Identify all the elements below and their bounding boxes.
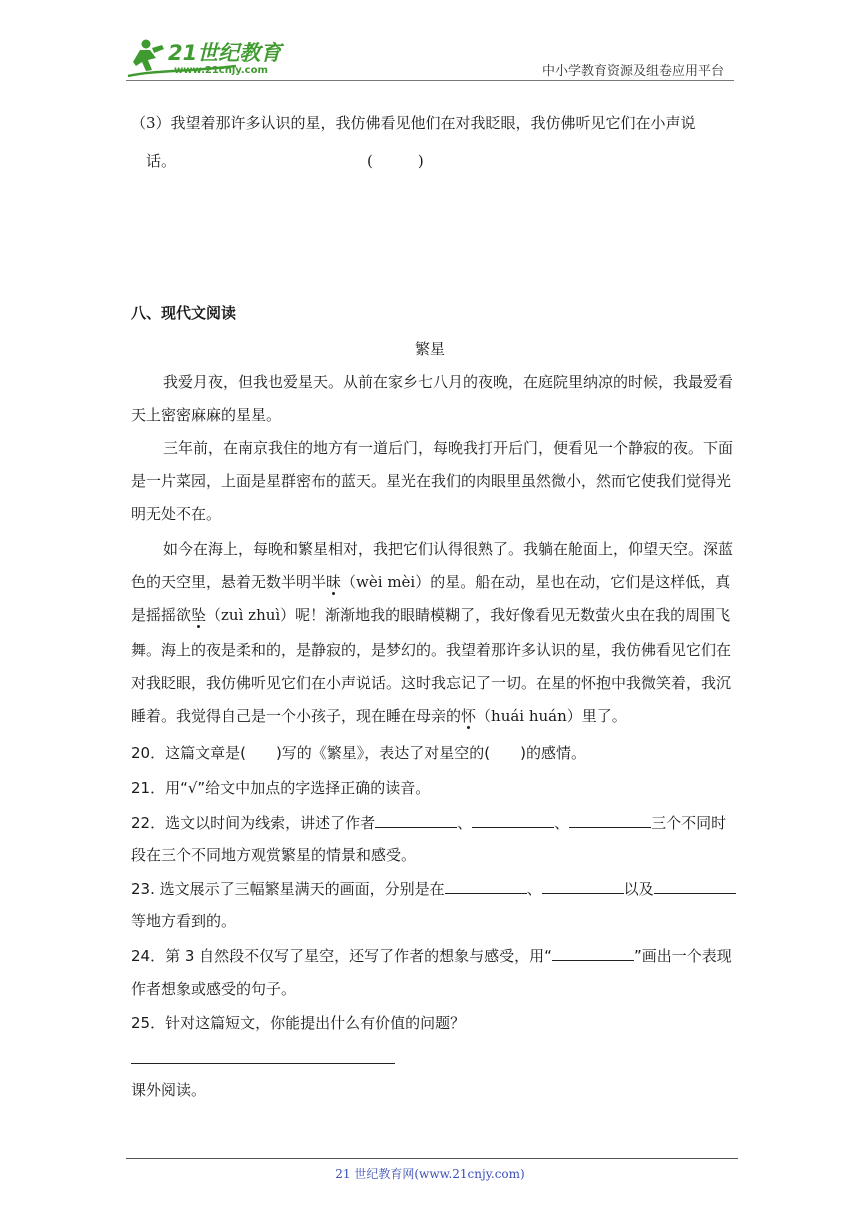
q3-line1: （3）我望着那许多认识的星，我仿佛看见他们在对我眨眼，我仿佛听见它们在小声说 [131,114,696,132]
q24-text-b: ”画出一个表现 [633,947,732,965]
q22-sep1: 、 [457,814,473,832]
q23-sep: 、 [526,880,542,898]
p3-line6-b: （huái huán）里了。 [476,707,627,725]
question-21: 21．用“√”给文中加点的字选择正确的读音。 [131,779,431,797]
p3-line1: 如今在海上，每晚和繁星相对，我把它们认得很熟了。我躺在舱面上，仰望天空。深蓝 [163,540,734,558]
dotted-char-mei: 昧 [326,573,342,591]
q23-text-b: 以及 [623,880,654,898]
p3-line6-a: 睡着。我觉得自己是一个小孩子，现在睡在母亲的 [131,707,462,725]
answer-blank[interactable] [472,813,554,828]
p2-line2: 是一片菜园，上面是星群密布的蓝天。星光在我们的肉眼里虽然微小，然而它使我们觉得光 [131,472,732,490]
q22-sep2: 、 [554,814,570,832]
section-heading: 八、现代文阅读 [131,304,237,322]
question-24-line1 [131,946,732,966]
question-24-line2: 作者想象或感受的句子。 [131,980,297,998]
footer-divider [126,1158,738,1159]
p1-line2: 天上密密麻麻的星星。 [131,406,282,424]
q3-answer-paren: ( ) [367,152,424,170]
p3-line4: 舞。海上的夜是柔和的，是静寂的，是梦幻的。我望着那许多认识的星，我仿佛看见它们在 [131,641,732,659]
dotted-char-zhui: 坠 [191,606,207,624]
extra-reading-label: 课外阅读。 [131,1081,207,1099]
question-22-line2: 段在三个不同地方观赏繁星的情景和感受。 [131,846,417,864]
p3-line2 [131,572,730,592]
p3-line2-a: 色的天空里，悬着无数半明半 [131,573,327,591]
answer-blank[interactable] [654,879,736,894]
question-23-line2: 等地方看到的。 [131,912,237,930]
p2-line3: 明无处不在。 [131,505,222,523]
question-22-line1 [131,813,726,833]
question-20: 20．这篇文章是( )写的《繁星》，表达了对星空的( )的感情。 [131,744,586,762]
question-25: 25．针对这篇短文，你能提出什么有价值的问题？ [131,1014,466,1032]
p1-line1: 我爱月夜，但我也爱星天。从前在家乡七八月的夜晚，在庭院里纳凉的时候，我最爱看 [163,373,734,391]
p2-line1: 三年前，在南京我住的地方有一道后门，每晚我打开后门，便看见一个静寂的夜。下面 [163,439,734,457]
header-divider [126,80,734,81]
p3-line3-b: （zuì zhuì）呢！渐渐地我的眼睛模糊了，我好像看见无数萤火虫在我的周围飞 [206,606,731,624]
answer-blank[interactable] [375,813,457,828]
p3-line2-b: （wèi mèi）的星。船在动，星也在动，它们是这样低，真 [341,573,731,591]
answer-line[interactable] [131,1063,395,1064]
logo-url: www.21cnjy.com [174,65,268,76]
passage-title: 繁星 [415,340,446,358]
logo-text: 21世纪教育 [168,41,282,65]
q22-text-a: 22．选文以时间为线索，讲述了作者 [131,814,376,832]
answer-blank[interactable] [445,879,527,894]
q23-text-a: 23. 选文展示了三幅繁星满天的画面，分别是在 [131,880,445,898]
footer-link[interactable]: 21 世纪教育网(www.21cnjy.com) [335,1167,525,1181]
p3-line3 [131,605,730,625]
answer-blank[interactable] [569,813,651,828]
p3-line3-a: 是摇摇欲 [131,606,192,624]
p3-line5: 对我眨眼，我仿佛听见它们在小声说话。这时我忘记了一切。在星的怀抱中我微笑着，我沉 [131,674,732,692]
platform-label: 中小学教育资源及组卷应用平台 [541,64,724,79]
dotted-char-huai: 怀 [461,707,477,725]
q24-text-a: 24．第 3 自然段不仅写了星空，还写了作者的想象与感受，用“ [131,947,552,965]
p3-line6 [131,706,627,726]
question-23-line1 [131,879,736,899]
site-logo [126,36,296,80]
answer-blank[interactable] [552,946,634,961]
answer-blank[interactable] [542,879,624,894]
q22-text-b: 三个不同时 [651,814,727,832]
q3-line2: 话。 [146,152,177,170]
